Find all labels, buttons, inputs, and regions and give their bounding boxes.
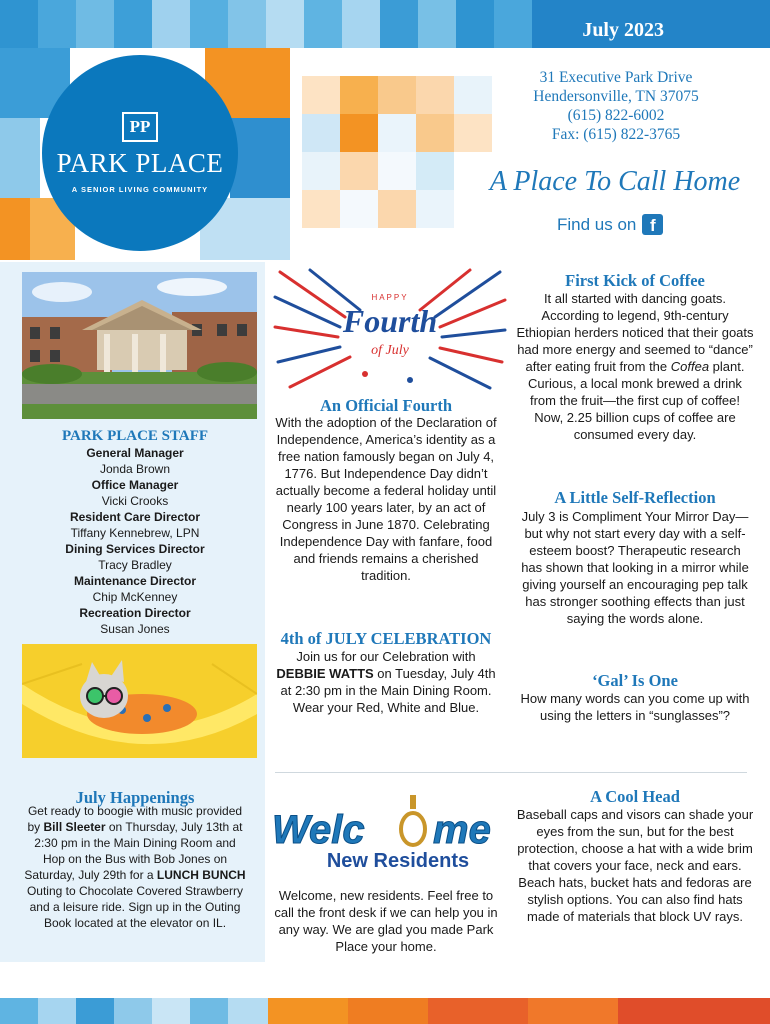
mosaic-tile xyxy=(228,0,266,48)
happenings-text xyxy=(20,803,250,931)
fax-number: Fax: (615) 822-3765 xyxy=(551,126,681,143)
mosaic-tile xyxy=(190,0,228,48)
staff-name: Vicki Crooks xyxy=(101,494,169,508)
staff-role: Recreation Director xyxy=(79,606,191,620)
mosaic-tile xyxy=(76,0,114,48)
cat-hammock-photo xyxy=(22,644,257,758)
happy-fourth-graphic xyxy=(270,262,510,397)
coffee-text-part: plant. Curious, a local monk brewed a drink from the fruit—the first cup of coffee! Now, 2.25 billion cups of coffee are consumed every day. xyxy=(528,359,745,442)
mosaic-tile xyxy=(38,0,76,48)
cool-head-title: A Cool Head xyxy=(590,787,680,806)
staff-name: Jonda Brown xyxy=(99,462,171,476)
graphic-welc: Welc xyxy=(272,808,365,852)
coffee-title: First Kick of Coffee xyxy=(565,271,705,290)
official-fourth-body: With the adoption of the Declaration of Independence, America’s identity as a free nation famously began on July 4, 1776. But Independence Day didn’t actually become a federal holiday until nearly 100 years later, by an act of Congress in June 1870. Celebrating Independence Day with fanfare, food and friends remains a cherished tradition. xyxy=(275,415,497,583)
staff-role: General Manager xyxy=(86,446,184,460)
mosaic-tile xyxy=(114,0,152,48)
mosaic-tile xyxy=(418,0,456,48)
staff-name: Tiffany Kennebrew, LPN xyxy=(70,526,200,540)
mosaic-tile xyxy=(266,0,304,48)
address-line1: 31 Executive Park Drive xyxy=(539,69,693,86)
building-photo xyxy=(22,272,257,419)
tagline: A Place To Call Home xyxy=(489,166,741,197)
happenings-title: July Happenings xyxy=(75,788,195,807)
gal-body: How many words can you come up with using the letters in “sunglasses”? xyxy=(520,691,750,723)
staff-list xyxy=(20,445,250,637)
phone-number: (615) 822-6002 xyxy=(567,107,665,124)
staff-name: Chip McKenney xyxy=(92,590,178,604)
graphic-happy: HAPPY xyxy=(371,293,409,302)
facebook-icon[interactable]: f xyxy=(642,214,663,235)
celebration-text-part: Join us for our Celebration with xyxy=(296,649,476,664)
logo-name: PARK PLACE xyxy=(56,148,224,178)
reflection-title: A Little Self-Reflection xyxy=(554,488,716,507)
happenings-text-part: on Thursday, July 13th at 2:30 pm in the Main Dining Room and xyxy=(34,820,243,850)
staff-role: Dining Services Director xyxy=(65,542,205,556)
mosaic-tile xyxy=(152,0,190,48)
gal-title: ‘Gal’ Is One xyxy=(592,671,678,690)
staff-name: Susan Jones xyxy=(100,622,170,636)
celebration-performer: DEBBIE WATTS xyxy=(276,666,374,681)
mosaic-tile xyxy=(342,0,380,48)
address-line2: Hendersonville, TN 37075 xyxy=(533,88,699,105)
coffee-plant-name: Coffea xyxy=(670,359,710,374)
celebration-text-part: on Tuesday, July 4th at 2:30 pm in the Main Dining Room. Wear your Red, White and Blue. xyxy=(280,666,496,715)
official-fourth-title: An Official Fourth xyxy=(320,396,452,415)
logo-subtitle: A SENIOR LIVING COMMUNITY xyxy=(71,185,209,194)
celebration-body xyxy=(272,648,500,716)
cool-head-body: Baseball caps and visors can shade your eyes from the sun, but for the best protection, choose a hat with a wide brim that covers your face, neck and ears. Beach hats, bucket hats and fedoras are stylish options. You can also find hats made of materials that block UV rays. xyxy=(516,807,754,924)
graphic-fourth: Fourth xyxy=(342,303,438,339)
coffee-text-part: It all started with dancing goats. According to legend, 9th-century Ethiopian herders noticed that their goats had more energy and seemed to “dance” after eating fruit from the xyxy=(516,291,754,374)
reflection-body: July 3 is Compliment Your Mirror Day—but why not start every day with a self-esteem boost? Therapeutic research has shown that looking in a mirror while giving yourself an encouraging pep talk has stronger soothing effects than just saying the words alone. xyxy=(521,509,749,626)
bottom-mosaic-band xyxy=(0,998,770,1024)
mosaic-tile xyxy=(380,0,418,48)
mosaic-tile xyxy=(0,0,38,48)
welcome-new-residents-graphic xyxy=(272,795,498,875)
staff-role: Office Manager xyxy=(91,478,179,492)
staff-role: Resident Care Director xyxy=(69,510,201,524)
happenings-text-part: Hop on the Bus with Bob Jones on Saturday, July 29th for a xyxy=(24,852,228,882)
staff-name: Tracy Bradley xyxy=(98,558,172,572)
address-block xyxy=(505,68,727,144)
staff-role: Maintenance Director xyxy=(73,574,197,588)
mosaic-tile xyxy=(304,0,342,48)
coffee-body xyxy=(516,290,754,443)
celebration-title: 4th of JULY CELEBRATION xyxy=(280,629,492,648)
happenings-performer: Bill Sleeter xyxy=(43,820,106,834)
welcome-body: Welcome, new residents. Feel free to call the front desk if we can help you in any way. We are glad you made Park Place your home. xyxy=(274,888,498,954)
staff-title: PARK PLACE STAFF xyxy=(61,428,209,444)
happenings-outing-name: LUNCH BUNCH xyxy=(156,868,246,882)
graphic-new-residents: New Residents xyxy=(326,850,470,872)
graphic-of-july: of July xyxy=(371,343,409,358)
section-divider xyxy=(275,772,747,773)
happenings-text-part: Outing to Chocolate Covered Strawberry and a leisure ride. Sign up in the Outing Book located at the elevator on IL. xyxy=(26,884,244,930)
logo-mark: PP xyxy=(122,112,158,142)
facebook-link[interactable] xyxy=(557,214,663,235)
mosaic-tile xyxy=(494,0,532,48)
findus-label: Find us on xyxy=(557,214,637,234)
graphic-me: me xyxy=(433,808,491,852)
mosaic-tile xyxy=(456,0,494,48)
issue-date: July 2023 xyxy=(582,19,664,41)
happenings-text-part: Get ready to boogie with music provided by xyxy=(27,804,243,834)
